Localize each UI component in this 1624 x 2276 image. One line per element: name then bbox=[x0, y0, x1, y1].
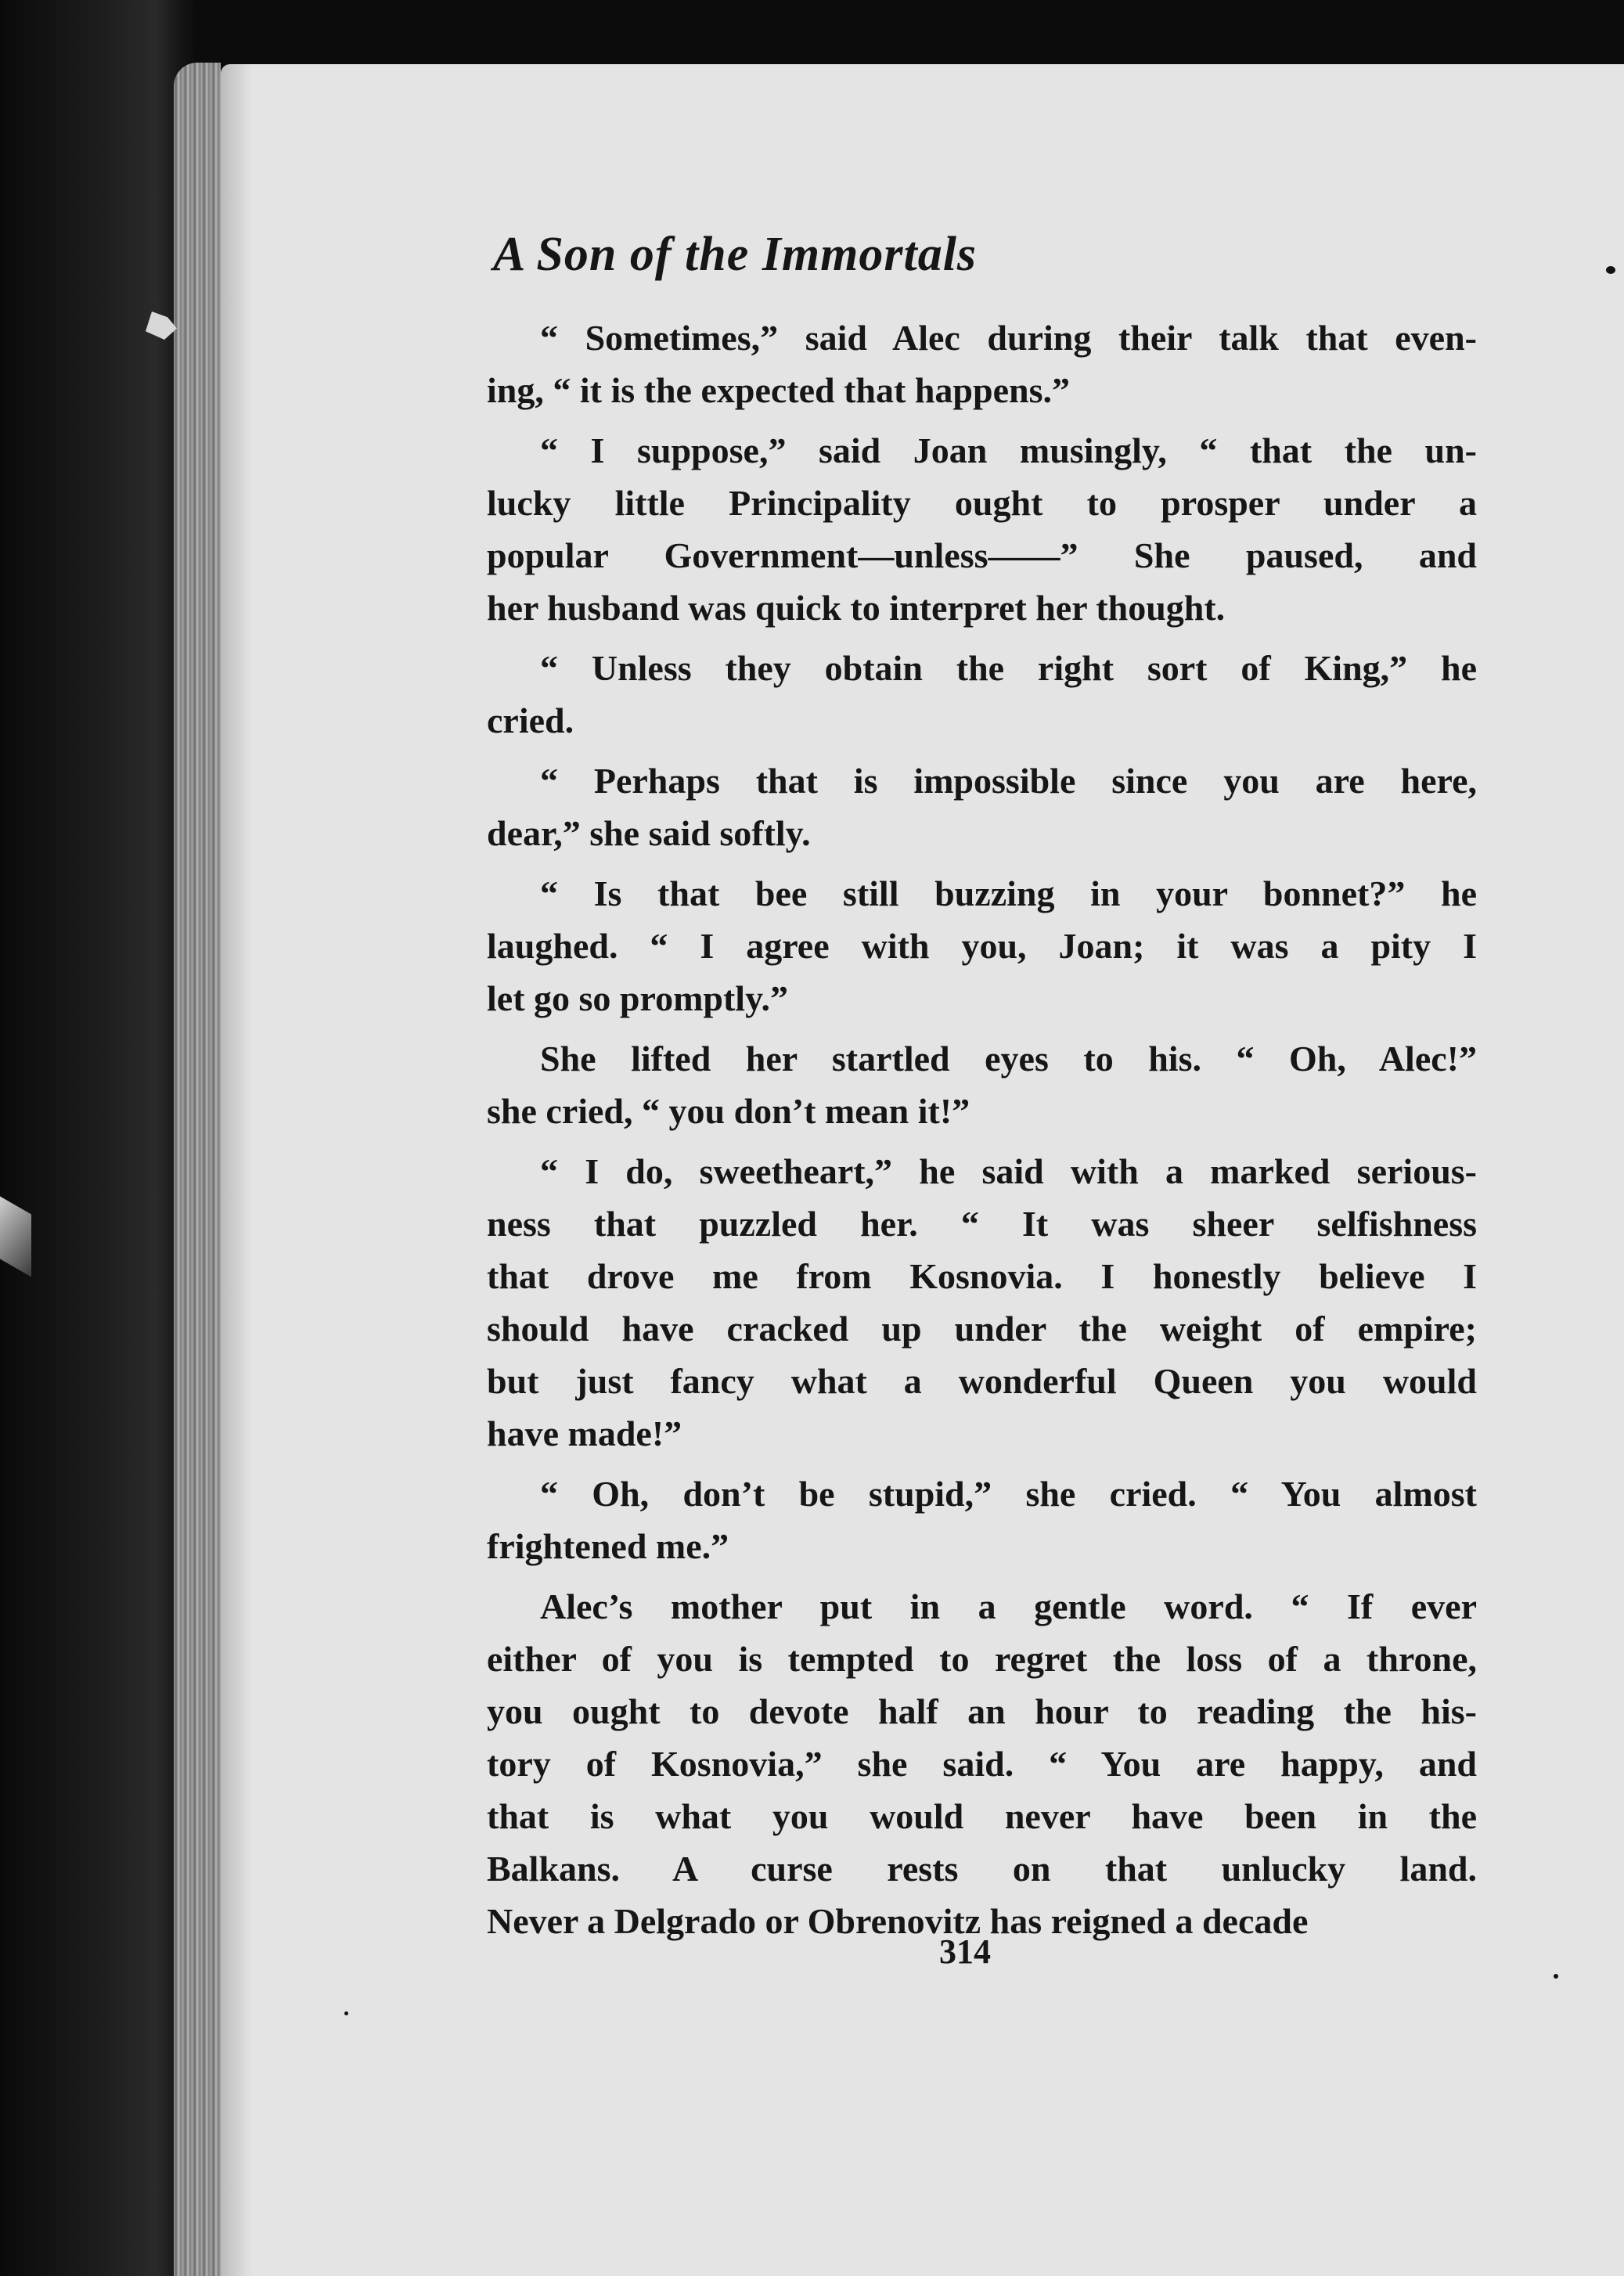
text-line: Alec’s mother put in a gentle word. “ If ever bbox=[540, 1586, 1477, 1626]
text-line: laughed. “ I agree with you, Joan; it was a pity I bbox=[487, 926, 1477, 966]
paragraph bbox=[487, 1580, 1477, 1947]
body-text bbox=[487, 312, 1477, 1955]
page-number: 314 bbox=[939, 1932, 991, 1971]
paragraph bbox=[487, 1468, 1477, 1572]
text-line: cried. bbox=[487, 700, 574, 740]
paragraph bbox=[487, 312, 1477, 416]
scan-speck bbox=[1606, 266, 1615, 274]
scan-speck bbox=[344, 2011, 348, 2015]
scan-speck bbox=[1554, 1974, 1558, 1979]
text-line: tory of Kosnovia,” she said. “ You are happy, and bbox=[487, 1744, 1477, 1784]
text-line: but just fancy what a wonderful Queen you would bbox=[487, 1361, 1477, 1401]
text-line: have made!” bbox=[487, 1413, 682, 1453]
text-line: “ Is that bee still buzzing in your bonnet?” he bbox=[540, 873, 1477, 913]
text-line: either of you is tempted to regret the loss of a throne, bbox=[487, 1639, 1477, 1679]
text-line: “ Sometimes,” said Alec during their talk that even- bbox=[540, 318, 1477, 358]
running-head: A Son of the Immortals bbox=[493, 228, 978, 281]
paragraph bbox=[487, 754, 1477, 859]
text-line: “ Perhaps that is impossible since you are here, bbox=[540, 761, 1477, 801]
text-line: “ I do, sweetheart,” he said with a marked serious- bbox=[540, 1151, 1477, 1191]
text-line: you ought to devote half an hour to reading the his- bbox=[487, 1691, 1477, 1731]
text-line: Never a Delgrado or Obrenovitz has reigned a decade bbox=[487, 1901, 1309, 1941]
text-line: She lifted her startled eyes to his. “ Oh, Alec!” bbox=[540, 1039, 1477, 1079]
text-line: popular Government—unless——” She paused, and bbox=[487, 535, 1477, 575]
gutter-shadow bbox=[221, 64, 252, 2276]
text-line: “ Oh, don’t be stupid,” she cried. “ You almost bbox=[540, 1474, 1477, 1514]
text-line: that is what you would never have been in the bbox=[487, 1796, 1477, 1836]
paragraph bbox=[487, 1145, 1477, 1460]
paragraph bbox=[487, 642, 1477, 747]
text-line: that drove me from Kosnovia. I honestly believe I bbox=[487, 1256, 1477, 1296]
book-page-edge bbox=[174, 63, 221, 2276]
text-line: she cried, “ you don’t mean it!” bbox=[487, 1091, 970, 1131]
paragraph bbox=[487, 424, 1477, 634]
text-line: lucky little Principality ought to prosper under a bbox=[487, 483, 1477, 523]
text-line: “ I suppose,” said Joan musingly, “ that the un- bbox=[540, 430, 1477, 470]
paragraph bbox=[487, 1032, 1477, 1137]
text-line: Balkans. A curse rests on that unlucky land. bbox=[487, 1849, 1477, 1889]
text-line: dear,” she said softly. bbox=[487, 813, 811, 853]
text-line: ness that puzzled her. “ It was sheer selfishness bbox=[487, 1204, 1477, 1244]
paragraph bbox=[487, 867, 1477, 1025]
text-line: frightened me.” bbox=[487, 1526, 729, 1566]
text-line: ing, “ it is the expected that happens.” bbox=[487, 370, 1070, 410]
text-line: should have cracked up under the weight of empire; bbox=[487, 1309, 1477, 1349]
text-line: her husband was quick to interpret her thought. bbox=[487, 588, 1226, 628]
text-line: let go so promptly.” bbox=[487, 978, 789, 1018]
text-line: “ Unless they obtain the right sort of King,” he bbox=[540, 648, 1477, 688]
